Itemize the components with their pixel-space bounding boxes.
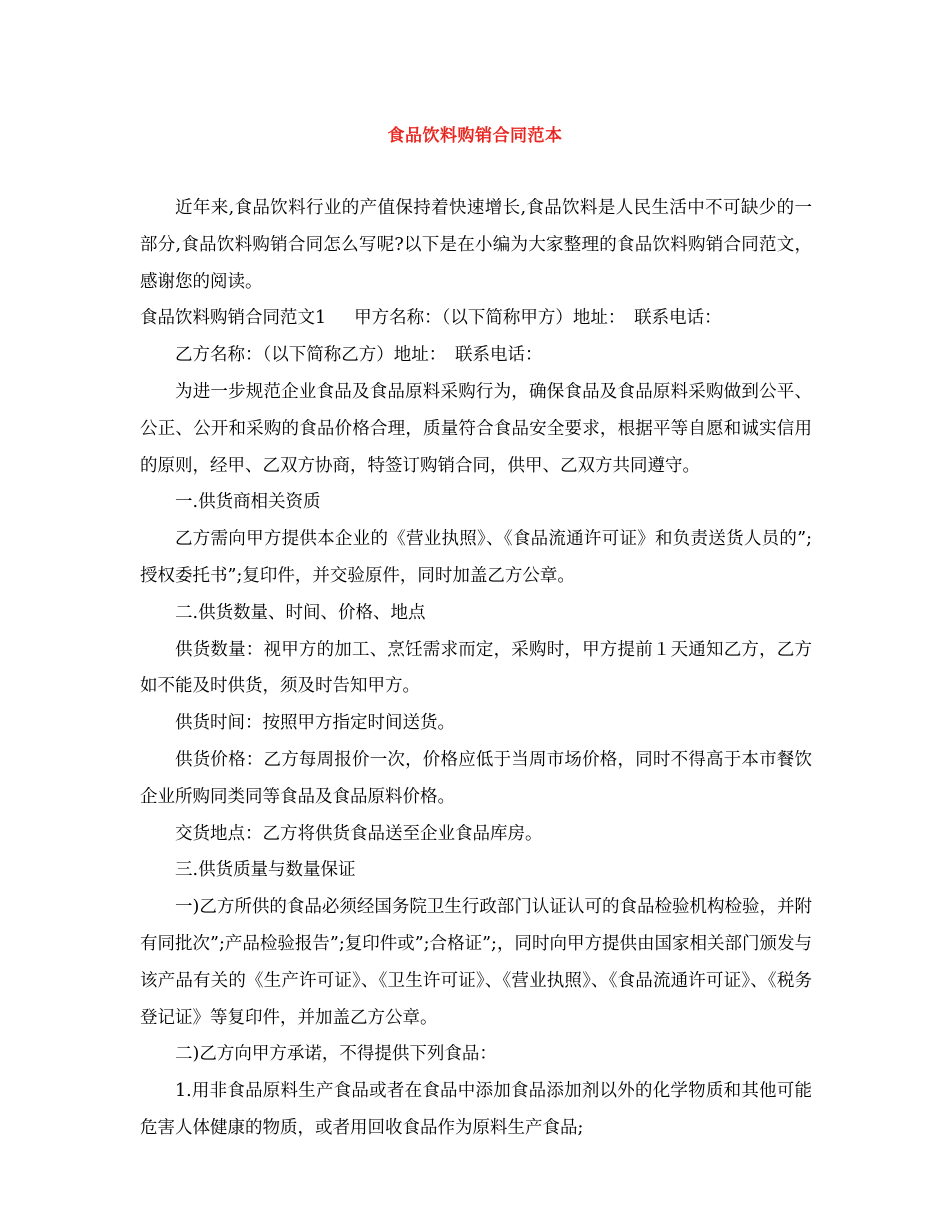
section-3-item-2-1: 1.用非食品原料生产食品或者在食品中添加食品添加剂以外的化学物质和其他可能危害人体健康的物质，或者用回收食品作为原料生产食品; bbox=[140, 1081, 812, 1138]
supply-time-paragraph: 供货时间：按照甲方指定时间送货。 bbox=[175, 713, 455, 734]
purpose-paragraph: 为进一步规范企业食品及食品原料采购行为，确保食品及食品原料采购做到公平、公正、公开和采购的食品价格合理，质量符合食品安全要求，根据平等自愿和诚实信用的原则，经甲、乙双方协商，特签订购销合同，供甲、乙双方共同遵守。 bbox=[140, 381, 812, 476]
party-a-info: 甲方名称：（以下简称甲方）地址： 联系电话： bbox=[354, 308, 722, 329]
section-2-heading: 二.供货数量、时间、价格、地点 bbox=[175, 602, 426, 623]
party-b-line: 乙方名称：（以下简称乙方）地址： 联系电话： bbox=[175, 345, 543, 366]
party-a-line bbox=[140, 300, 812, 337]
sample-label: 食品饮料购销合同范文1 bbox=[140, 308, 327, 329]
document-title: 食品饮料购销合同范本 bbox=[387, 126, 563, 146]
section-3-item-1: 一)乙方所供的食品必须经国务院卫生行政部门认证认可的食品检验机构检验，并附有同批次”;产品检验报告”;复印件或”;合格证”;，同时向甲方提供由国家相关部门颁发与该产品有关的《生产许可证》、《卫生许可证》、《营业执照》、《食品流通许可证》、《税务登记证》等复印件，并加盖乙方公章。 bbox=[140, 897, 812, 1028]
section-3-heading: 三.供货质量与数量保证 bbox=[175, 860, 356, 881]
supply-price-paragraph: 供货价格：乙方每周报价一次，价格应低于当周市场价格，同时不得高于本市餐饮企业所购同类同等食品及食品原料价格。 bbox=[140, 749, 812, 807]
section-1-text: 乙方需向甲方提供本企业的《营业执照》、《食品流通许可证》和负责送货人员的”;授权委托书”;复印件，并交验原件，同时加盖乙方公章。 bbox=[140, 529, 812, 586]
intro-paragraph: 近年来,食品饮料行业的产值保持着快速增长,食品饮料是人民生活中不可缺少的一部分,食品饮料购销合同怎么写呢?以下是在小编为大家整理的食品饮料购销合同范文，感谢您的阅读。 bbox=[140, 198, 812, 292]
supply-quantity-paragraph: 供货数量：视甲方的加工、烹饪需求而定，采购时，甲方提前１天通知乙方，乙方如不能及时供货，须及时告知甲方。 bbox=[140, 639, 812, 697]
section-1-heading: 一.供货商相关资质 bbox=[175, 492, 321, 513]
document-body bbox=[140, 190, 812, 1147]
section-3-item-2: 二)乙方向甲方承诺，不得提供下列食品： bbox=[175, 1044, 497, 1065]
delivery-place-paragraph: 交货地点：乙方将供货食品送至企业食品库房。 bbox=[175, 823, 543, 844]
